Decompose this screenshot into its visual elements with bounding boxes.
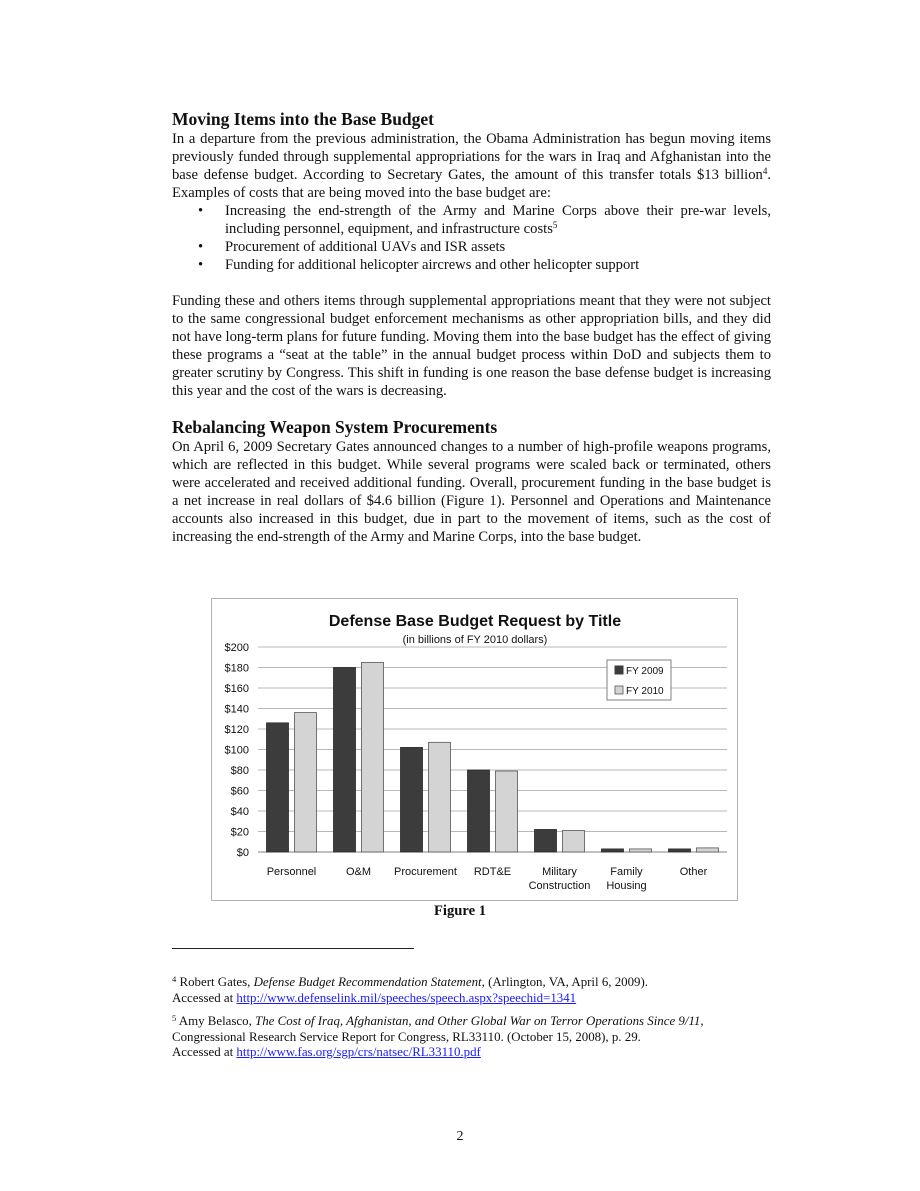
bar-fy2010: [496, 771, 518, 852]
bullet-icon: •: [198, 257, 204, 273]
x-tick-label: O&M: [345, 866, 372, 878]
figure-caption: Figure 1: [433, 903, 487, 919]
bullet-icon: •: [198, 239, 204, 255]
list-item: [172, 202, 771, 238]
footnote-number: 5: [172, 1013, 177, 1023]
legend-label-fy2010: FY 2010: [626, 686, 664, 697]
bar-fy2009: [334, 668, 356, 853]
footnote-details: , Congressional Research Service Report for Congress, RL33110. (October 15, 2008), p. 29.: [172, 1014, 704, 1044]
bar-fy2009: [535, 829, 557, 852]
list-item: [172, 256, 771, 274]
legend-swatch-fy2009: [615, 666, 623, 674]
y-tick-label: $180: [224, 662, 249, 675]
footnote-link[interactable]: http://www.defenselink.mil/speeches/speech.aspx?speechid=1341: [236, 990, 577, 1005]
legend-label-fy2009: FY 2009: [626, 666, 664, 677]
bar-fy2010: [362, 662, 384, 852]
x-tick-label: Military: [542, 866, 577, 878]
footnote-title: The Cost of Iraq, Afghanistan, and Other Global War on Terror Operations Since 9/11: [255, 1014, 701, 1028]
document-body: [172, 108, 771, 546]
bar-fy2010: [295, 713, 317, 852]
y-tick-label: $140: [224, 703, 249, 716]
footnote-ref-5[interactable]: 5: [552, 220, 558, 230]
page-number: 2: [456, 1129, 464, 1144]
x-tick-label: Personnel: [266, 866, 317, 878]
y-tick-label: $40: [230, 806, 249, 818]
spacer: [172, 274, 771, 292]
section-heading-base-budget: Moving Items into the Base Budget: [172, 109, 435, 129]
bar-fy2009: [669, 849, 691, 852]
bar-fy2010: [697, 848, 719, 852]
bullet-icon: •: [198, 203, 204, 219]
x-tick-label: Procurement: [394, 866, 457, 878]
budget-chart: [211, 598, 738, 901]
footnote-link[interactable]: http://www.fas.org/sgp/crs/natsec/RL33110.pdf: [236, 1045, 481, 1059]
bar-fy2009: [267, 723, 289, 852]
x-tick-label: Housing: [606, 880, 647, 892]
footnote-accessed: Accessed at: [172, 990, 237, 1005]
paragraph-text: In a departure from the previous administration, the Obama Administration has begun moving items previously funded through supplemental appropriations for the wars in Iraq and Afghanistan into the base defense budget. According to Secretary Gates, the amount of this transfer totals $13 billion: [172, 131, 771, 183]
footnote-divider: [172, 948, 414, 949]
paragraph-text: . Examples of costs that are being moved into the base budget are:: [172, 167, 771, 201]
paragraph-base-budget-intro: [172, 130, 771, 202]
footnote-ref-4[interactable]: 4: [762, 166, 768, 176]
footnote-author: Robert Gates,: [179, 975, 254, 989]
list-item: [172, 238, 771, 256]
section-heading-rebalancing: Rebalancing Weapon System Procurements: [172, 417, 498, 437]
y-tick-label: $200: [224, 642, 249, 654]
footnote-accessed: Accessed at: [172, 1045, 237, 1059]
bar-fy2009: [401, 747, 423, 852]
footnote-number: 4: [172, 974, 177, 984]
spacer: [172, 400, 771, 416]
chart-title: Defense Base Budget Request by Title: [328, 613, 622, 630]
y-tick-label: $0: [236, 847, 249, 859]
legend-swatch-fy2010: [615, 686, 623, 694]
bar-fy2009: [468, 770, 490, 852]
list-item-text: Procurement of additional UAVs and ISR assets: [225, 239, 506, 255]
bar-fy2009: [602, 849, 624, 852]
x-tick-label: Construction: [528, 880, 591, 892]
footnote-details: (Arlington, VA, April 6, 2009).: [484, 975, 649, 989]
footnote-author: Amy Belasco,: [178, 1014, 256, 1028]
footnote-4: [172, 975, 772, 1006]
list-item-text: Increasing the end-strength of the Army and Marine Corps above their pre-war levels, including personnel, equipment, and infrastructure costs: [225, 203, 771, 237]
bar-fy2010: [563, 830, 585, 852]
paragraph-rebalancing: On April 6, 2009 Secretary Gates announced changes to a number of high-profile weapons programs, which are reflected in this budget. While several programs were scaled back or terminated, others were accelerated and received additional funding. Overall, procurement funding in the base budget is a net increase in real dollars of $4.6 billion (Figure 1). Personnel and Operations and Maintenance accounts also increased in this budget, due in part to the movement of items, such as the cost of increasing the end-strength of the Army and Marine Corps, into the base budget.: [172, 439, 771, 545]
x-tick-label: Family: [610, 866, 643, 878]
y-tick-label: $20: [230, 826, 249, 839]
bullet-list: [172, 202, 771, 274]
y-tick-label: $120: [224, 724, 249, 736]
bar-fy2010: [630, 849, 652, 852]
paragraph-supplemental-funding: Funding these and others items through supplemental appropriations meant that they were not subject to the same congressional budget enforcement mechanisms as other appropriation bills, and they did not have long-term plans for future funding. Moving them into the base budget has the effect of giving these programs a “seat at the table” in the annual budget process within DoD and subjects them to greater scrutiny by Congress. This shift in funding is one reason the base defense budget is increasing this year and the cost of the wars is decreasing.: [172, 293, 771, 399]
bar-fy2010: [429, 742, 451, 852]
y-tick-label: $60: [230, 785, 249, 798]
y-tick-label: $160: [224, 683, 249, 695]
x-tick-label: Other: [679, 866, 708, 878]
x-tick-label: RDT&E: [473, 866, 512, 878]
budget-chart-svg: [212, 599, 739, 902]
chart-subtitle: (in billions of FY 2010 dollars): [402, 634, 548, 646]
y-tick-label: $100: [224, 744, 249, 757]
footnote-5: [172, 1014, 772, 1061]
y-tick-label: $80: [230, 765, 249, 777]
list-item-text: Funding for additional helicopter aircrews and other helicopter support: [225, 257, 640, 273]
footnote-title: Defense Budget Recommendation Statement,: [253, 975, 485, 989]
